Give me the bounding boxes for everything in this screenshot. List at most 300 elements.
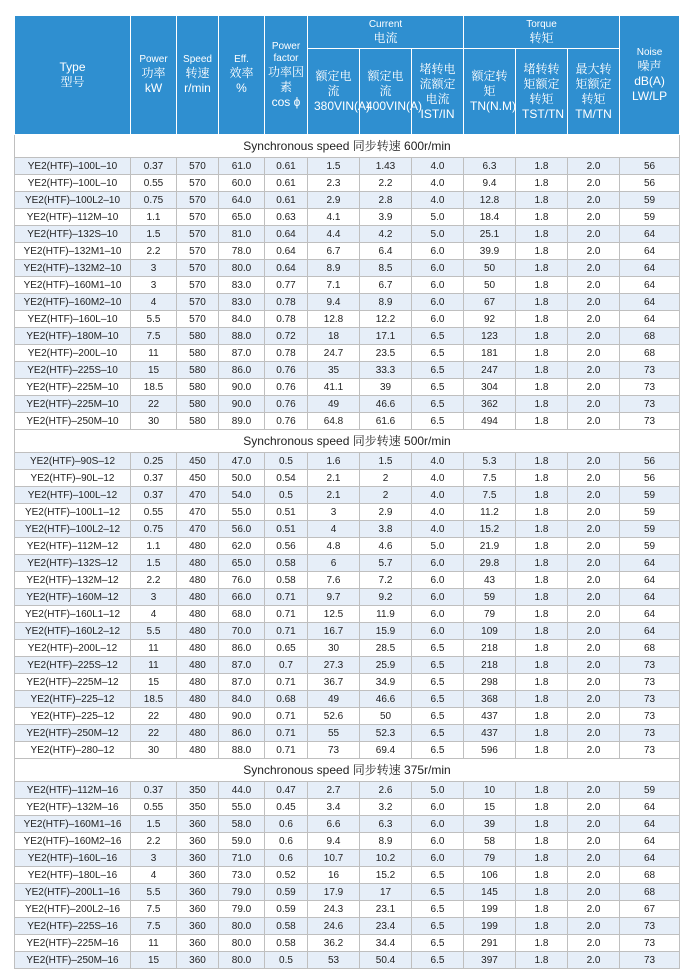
value-cell: 1.8 <box>516 538 568 555</box>
value-cell: 59 <box>620 782 680 799</box>
value-cell: 6.5 <box>412 362 464 379</box>
model-cell: YE2(HTF)–132S–12 <box>15 555 131 572</box>
value-cell: 1.8 <box>516 816 568 833</box>
value-cell: 2.0 <box>568 725 620 742</box>
value-cell: 56 <box>620 470 680 487</box>
value-cell: 1.8 <box>516 362 568 379</box>
value-cell: 6.5 <box>412 742 464 759</box>
header-type <box>15 16 131 135</box>
value-cell: 1.8 <box>516 413 568 430</box>
value-cell: 4.0 <box>412 521 464 538</box>
value-cell: 6.6 <box>308 816 360 833</box>
model-cell: YE2(HTF)–225M–12 <box>15 674 131 691</box>
value-cell: 44.0 <box>219 782 265 799</box>
table-row <box>15 379 680 396</box>
value-cell: 580 <box>177 345 219 362</box>
value-cell: 0.56 <box>265 538 308 555</box>
value-cell: 1.1 <box>131 538 177 555</box>
value-cell: 437 <box>464 708 516 725</box>
table-row <box>15 935 680 952</box>
value-cell: 0.75 <box>131 192 177 209</box>
value-cell: 90.0 <box>219 708 265 725</box>
value-cell: 580 <box>177 328 219 345</box>
value-cell: 0.5 <box>265 952 308 969</box>
table-row <box>15 623 680 640</box>
value-cell: 1.8 <box>516 345 568 362</box>
value-cell: 6.0 <box>412 311 464 328</box>
value-cell: 0.37 <box>131 470 177 487</box>
model-cell: YE2(HTF)–112M–12 <box>15 538 131 555</box>
value-cell: 24.3 <box>308 901 360 918</box>
value-cell: 6.7 <box>360 277 412 294</box>
value-cell: 480 <box>177 674 219 691</box>
value-cell: 570 <box>177 158 219 175</box>
value-cell: 12.2 <box>360 311 412 328</box>
value-cell: 64 <box>620 623 680 640</box>
value-cell: 1.5 <box>131 816 177 833</box>
value-cell: 22 <box>131 396 177 413</box>
model-cell: YE2(HTF)–100L–10 <box>15 158 131 175</box>
value-cell: 1.8 <box>516 209 568 226</box>
value-cell: 1.8 <box>516 799 568 816</box>
value-cell: 1.8 <box>516 623 568 640</box>
value-cell: 67 <box>464 294 516 311</box>
value-cell: 0.71 <box>265 708 308 725</box>
value-cell: 68.0 <box>219 606 265 623</box>
value-cell: 480 <box>177 708 219 725</box>
model-cell: YE2(HTF)–280–12 <box>15 742 131 759</box>
value-cell: 5.0 <box>412 782 464 799</box>
header-pf-cn: 功率因素 <box>267 64 304 94</box>
value-cell: 1.6 <box>308 453 360 470</box>
value-cell: 181 <box>464 345 516 362</box>
value-cell: 80.0 <box>219 260 265 277</box>
value-cell: 2.0 <box>568 623 620 640</box>
value-cell: 2.0 <box>568 691 620 708</box>
value-cell: 60.0 <box>219 175 265 192</box>
value-cell: 12.8 <box>308 311 360 328</box>
value-cell: 0.77 <box>265 277 308 294</box>
value-cell: 8.9 <box>308 260 360 277</box>
value-cell: 2.0 <box>568 192 620 209</box>
model-cell: YE2(HTF)–160L–16 <box>15 850 131 867</box>
value-cell: 71.0 <box>219 850 265 867</box>
value-cell: 59 <box>620 487 680 504</box>
value-cell: 28.5 <box>360 640 412 657</box>
value-cell: 0.37 <box>131 158 177 175</box>
value-cell: 0.59 <box>265 901 308 918</box>
value-cell: 145 <box>464 884 516 901</box>
value-cell: 87.0 <box>219 345 265 362</box>
value-cell: 106 <box>464 867 516 884</box>
model-cell: YE2(HTF)–112M–10 <box>15 209 131 226</box>
value-cell: 18 <box>308 328 360 345</box>
model-cell: YE2(HTF)–100L–10 <box>15 175 131 192</box>
table-row <box>15 209 680 226</box>
value-cell: 58.0 <box>219 816 265 833</box>
value-cell: 480 <box>177 657 219 674</box>
header-eff <box>219 16 265 135</box>
value-cell: 15.2 <box>464 521 516 538</box>
value-cell: 0.37 <box>131 782 177 799</box>
value-cell: 2.0 <box>568 901 620 918</box>
model-cell: YE2(HTF)–100L1–12 <box>15 504 131 521</box>
value-cell: 4 <box>131 867 177 884</box>
value-cell: 360 <box>177 833 219 850</box>
value-cell: 0.64 <box>265 243 308 260</box>
value-cell: 80.0 <box>219 935 265 952</box>
value-cell: 73 <box>308 742 360 759</box>
value-cell: 73 <box>620 935 680 952</box>
table-row <box>15 555 680 572</box>
table-row <box>15 226 680 243</box>
value-cell: 15 <box>131 952 177 969</box>
value-cell: 4.4 <box>308 226 360 243</box>
value-cell: 1.8 <box>516 589 568 606</box>
value-cell: 2.7 <box>308 782 360 799</box>
value-cell: 2.0 <box>568 504 620 521</box>
value-cell: 52.3 <box>360 725 412 742</box>
value-cell: 2.0 <box>568 277 620 294</box>
header-type-cn: 型号 <box>60 75 85 89</box>
value-cell: 2.0 <box>568 294 620 311</box>
section-title-row <box>15 430 680 453</box>
value-cell: 4.0 <box>412 175 464 192</box>
value-cell: 11 <box>131 640 177 657</box>
header-in400: 额定电流400VIN(A) <box>360 49 412 135</box>
value-cell: 73 <box>620 918 680 935</box>
value-cell: 2.0 <box>568 555 620 572</box>
model-cell: YE2(HTF)–250M–16 <box>15 952 131 969</box>
header-noise-unit2: LW/LP <box>631 88 668 103</box>
value-cell: 2.0 <box>568 226 620 243</box>
value-cell: 0.76 <box>265 413 308 430</box>
value-cell: 59 <box>620 209 680 226</box>
value-cell: 67 <box>620 901 680 918</box>
value-cell: 6.0 <box>412 572 464 589</box>
model-cell: YE2(HTF)–225–12 <box>15 691 131 708</box>
value-cell: 2.0 <box>568 362 620 379</box>
value-cell: 0.51 <box>265 504 308 521</box>
header-noise-unit: dB(A) <box>634 73 665 88</box>
header-torque <box>464 16 620 49</box>
value-cell: 1.8 <box>516 725 568 742</box>
value-cell: 15.2 <box>360 867 412 884</box>
value-cell: 61.6 <box>360 413 412 430</box>
value-cell: 0.78 <box>265 345 308 362</box>
value-cell: 2.0 <box>568 589 620 606</box>
value-cell: 360 <box>177 816 219 833</box>
value-cell: 39.9 <box>464 243 516 260</box>
value-cell: 29.8 <box>464 555 516 572</box>
value-cell: 2.0 <box>568 850 620 867</box>
header-tm-tn: 最大转矩额定转矩TM/TN <box>568 49 620 135</box>
value-cell: 89.0 <box>219 413 265 430</box>
value-cell: 73 <box>620 952 680 969</box>
value-cell: 2.1 <box>308 487 360 504</box>
value-cell: 64 <box>620 294 680 311</box>
table-row <box>15 833 680 850</box>
value-cell: 3.4 <box>308 799 360 816</box>
value-cell: 360 <box>177 884 219 901</box>
value-cell: 7.6 <box>308 572 360 589</box>
value-cell: 1.8 <box>516 504 568 521</box>
value-cell: 8.9 <box>360 294 412 311</box>
value-cell: 10.7 <box>308 850 360 867</box>
table-row <box>15 158 680 175</box>
value-cell: 0.5 <box>265 453 308 470</box>
value-cell: 0.58 <box>265 918 308 935</box>
value-cell: 78.0 <box>219 243 265 260</box>
value-cell: 50.0 <box>219 470 265 487</box>
value-cell: 2.0 <box>568 657 620 674</box>
model-cell: YE2(HTF)–180L–16 <box>15 867 131 884</box>
header-power-cn: 功率 <box>141 66 166 80</box>
value-cell: 0.6 <box>265 816 308 833</box>
model-cell: YE2(HTF)–132S–10 <box>15 226 131 243</box>
value-cell: 0.63 <box>265 209 308 226</box>
value-cell: 6.5 <box>412 884 464 901</box>
model-cell: YE2(HTF)–200L–10 <box>15 345 131 362</box>
value-cell: 0.64 <box>265 260 308 277</box>
value-cell: 1.5 <box>360 453 412 470</box>
section-500 <box>15 430 680 759</box>
value-cell: 1.1 <box>131 209 177 226</box>
value-cell: 0.6 <box>265 833 308 850</box>
value-cell: 11.9 <box>360 606 412 623</box>
value-cell: 1.8 <box>516 379 568 396</box>
table-row <box>15 362 680 379</box>
value-cell: 4.8 <box>308 538 360 555</box>
value-cell: 68 <box>620 345 680 362</box>
value-cell: 2.0 <box>568 328 620 345</box>
header-power-factor <box>265 16 308 135</box>
value-cell: 1.8 <box>516 674 568 691</box>
value-cell: 0.55 <box>131 175 177 192</box>
value-cell: 437 <box>464 725 516 742</box>
value-cell: 2.0 <box>568 918 620 935</box>
value-cell: 2.0 <box>568 742 620 759</box>
value-cell: 5.5 <box>131 884 177 901</box>
value-cell: 16 <box>308 867 360 884</box>
value-cell: 2.0 <box>568 538 620 555</box>
value-cell: 1.8 <box>516 260 568 277</box>
header-speed-en: Speed <box>183 54 212 65</box>
value-cell: 6.0 <box>412 606 464 623</box>
value-cell: 50 <box>464 260 516 277</box>
value-cell: 2.0 <box>568 487 620 504</box>
value-cell: 81.0 <box>219 226 265 243</box>
header-ist-in: 堵转电流额定电流IST/IN <box>412 49 464 135</box>
value-cell: 0.71 <box>265 606 308 623</box>
value-cell: 2.0 <box>568 952 620 969</box>
value-cell: 2.0 <box>568 311 620 328</box>
model-cell: YE2(HTF)–225M–10 <box>15 396 131 413</box>
header-speed <box>177 16 219 135</box>
header-in380: 额定电流380VIN(A) <box>308 49 360 135</box>
value-cell: 6.0 <box>412 555 464 572</box>
value-cell: 6.0 <box>412 243 464 260</box>
table-row <box>15 606 680 623</box>
value-cell: 50.4 <box>360 952 412 969</box>
header-power-en: Power <box>139 54 168 65</box>
model-cell: YE2(HTF)–132M2–10 <box>15 260 131 277</box>
model-cell: YE2(HTF)–225S–12 <box>15 657 131 674</box>
value-cell: 0.64 <box>265 226 308 243</box>
value-cell: 4.0 <box>412 504 464 521</box>
value-cell: 4.0 <box>412 453 464 470</box>
value-cell: 68 <box>620 640 680 657</box>
value-cell: 64 <box>620 226 680 243</box>
value-cell: 0.6 <box>265 850 308 867</box>
value-cell: 1.8 <box>516 691 568 708</box>
value-cell: 3 <box>131 260 177 277</box>
header-current-en: Current <box>368 18 403 30</box>
value-cell: 30 <box>131 413 177 430</box>
value-cell: 56 <box>620 175 680 192</box>
value-cell: 360 <box>177 918 219 935</box>
value-cell: 494 <box>464 413 516 430</box>
value-cell: 4.0 <box>412 158 464 175</box>
model-cell: YE2(HTF)–160M2–10 <box>15 294 131 311</box>
value-cell: 6.5 <box>412 725 464 742</box>
value-cell: 3 <box>308 504 360 521</box>
value-cell: 570 <box>177 260 219 277</box>
table-row <box>15 504 680 521</box>
value-cell: 9.7 <box>308 589 360 606</box>
value-cell: 1.8 <box>516 487 568 504</box>
value-cell: 3 <box>131 277 177 294</box>
model-cell: YE2(HTF)–160M1–16 <box>15 816 131 833</box>
value-cell: 73 <box>620 691 680 708</box>
value-cell: 218 <box>464 657 516 674</box>
value-cell: 2.0 <box>568 816 620 833</box>
value-cell: 84.0 <box>219 311 265 328</box>
value-cell: 6.5 <box>412 674 464 691</box>
value-cell: 83.0 <box>219 294 265 311</box>
value-cell: 0.61 <box>265 192 308 209</box>
value-cell: 4.0 <box>412 487 464 504</box>
value-cell: 1.8 <box>516 453 568 470</box>
model-cell: YE2(HTF)–100L2–10 <box>15 192 131 209</box>
value-cell: 0.37 <box>131 487 177 504</box>
value-cell: 1.8 <box>516 572 568 589</box>
value-cell: 5.5 <box>131 623 177 640</box>
value-cell: 43 <box>464 572 516 589</box>
value-cell: 55.0 <box>219 799 265 816</box>
header-speed-cn: 转速 <box>185 66 210 80</box>
value-cell: 5.0 <box>412 538 464 555</box>
value-cell: 2.0 <box>568 640 620 657</box>
value-cell: 0.65 <box>265 640 308 657</box>
value-cell: 2.0 <box>568 396 620 413</box>
value-cell: 6.3 <box>464 158 516 175</box>
value-cell: 6.0 <box>412 589 464 606</box>
model-cell: YE2(HTF)–132M–12 <box>15 572 131 589</box>
value-cell: 4 <box>131 294 177 311</box>
value-cell: 6.5 <box>412 657 464 674</box>
value-cell: 64.8 <box>308 413 360 430</box>
value-cell: 6.0 <box>412 816 464 833</box>
value-cell: 46.6 <box>360 691 412 708</box>
model-cell: YE2(HTF)–100L–12 <box>15 487 131 504</box>
value-cell: 61.0 <box>219 158 265 175</box>
value-cell: 0.5 <box>265 487 308 504</box>
value-cell: 1.8 <box>516 850 568 867</box>
value-cell: 30 <box>131 742 177 759</box>
table-row <box>15 589 680 606</box>
value-cell: 6.0 <box>412 799 464 816</box>
value-cell: 4.0 <box>412 192 464 209</box>
table-row <box>15 345 680 362</box>
value-cell: 0.7 <box>265 657 308 674</box>
value-cell: 397 <box>464 952 516 969</box>
value-cell: 480 <box>177 725 219 742</box>
value-cell: 2.9 <box>360 504 412 521</box>
model-cell: YE2(HTF)–225S–10 <box>15 362 131 379</box>
value-cell: 56 <box>620 453 680 470</box>
value-cell: 2.9 <box>308 192 360 209</box>
value-cell: 2.0 <box>568 260 620 277</box>
value-cell: 5.3 <box>464 453 516 470</box>
value-cell: 64 <box>620 589 680 606</box>
value-cell: 86.0 <box>219 362 265 379</box>
value-cell: 11 <box>131 657 177 674</box>
value-cell: 6.0 <box>412 277 464 294</box>
value-cell: 56 <box>620 158 680 175</box>
value-cell: 5.0 <box>412 209 464 226</box>
value-cell: 0.55 <box>131 799 177 816</box>
value-cell: 88.0 <box>219 742 265 759</box>
value-cell: 21.9 <box>464 538 516 555</box>
value-cell: 0.71 <box>265 725 308 742</box>
value-cell: 46.6 <box>360 396 412 413</box>
value-cell: 4.0 <box>412 470 464 487</box>
value-cell: 62.0 <box>219 538 265 555</box>
value-cell: 1.8 <box>516 935 568 952</box>
value-cell: 247 <box>464 362 516 379</box>
table-row <box>15 413 680 430</box>
value-cell: 470 <box>177 521 219 538</box>
header-eff-unit: % <box>236 81 247 95</box>
value-cell: 7.5 <box>131 328 177 345</box>
value-cell: 480 <box>177 572 219 589</box>
value-cell: 24.6 <box>308 918 360 935</box>
value-cell: 11.2 <box>464 504 516 521</box>
value-cell: 80.0 <box>219 952 265 969</box>
value-cell: 1.8 <box>516 243 568 260</box>
value-cell: 2.0 <box>568 345 620 362</box>
model-cell: YE2(HTF)–160M–12 <box>15 589 131 606</box>
header-current-cn: 电流 <box>373 30 398 45</box>
table-row <box>15 952 680 969</box>
header-noise <box>620 16 680 135</box>
value-cell: 73 <box>620 708 680 725</box>
value-cell: 480 <box>177 742 219 759</box>
value-cell: 8.9 <box>360 833 412 850</box>
value-cell: 2.0 <box>568 572 620 589</box>
value-cell: 0.52 <box>265 867 308 884</box>
model-cell: YE2(HTF)–200L1–16 <box>15 884 131 901</box>
model-cell: YE2(HTF)–225M–16 <box>15 935 131 952</box>
value-cell: 73 <box>620 413 680 430</box>
table-row <box>15 918 680 935</box>
section-title-row <box>15 759 680 782</box>
value-cell: 53 <box>308 952 360 969</box>
value-cell: 68 <box>620 884 680 901</box>
table-row <box>15 453 680 470</box>
model-cell: YE2(HTF)–90L–12 <box>15 470 131 487</box>
